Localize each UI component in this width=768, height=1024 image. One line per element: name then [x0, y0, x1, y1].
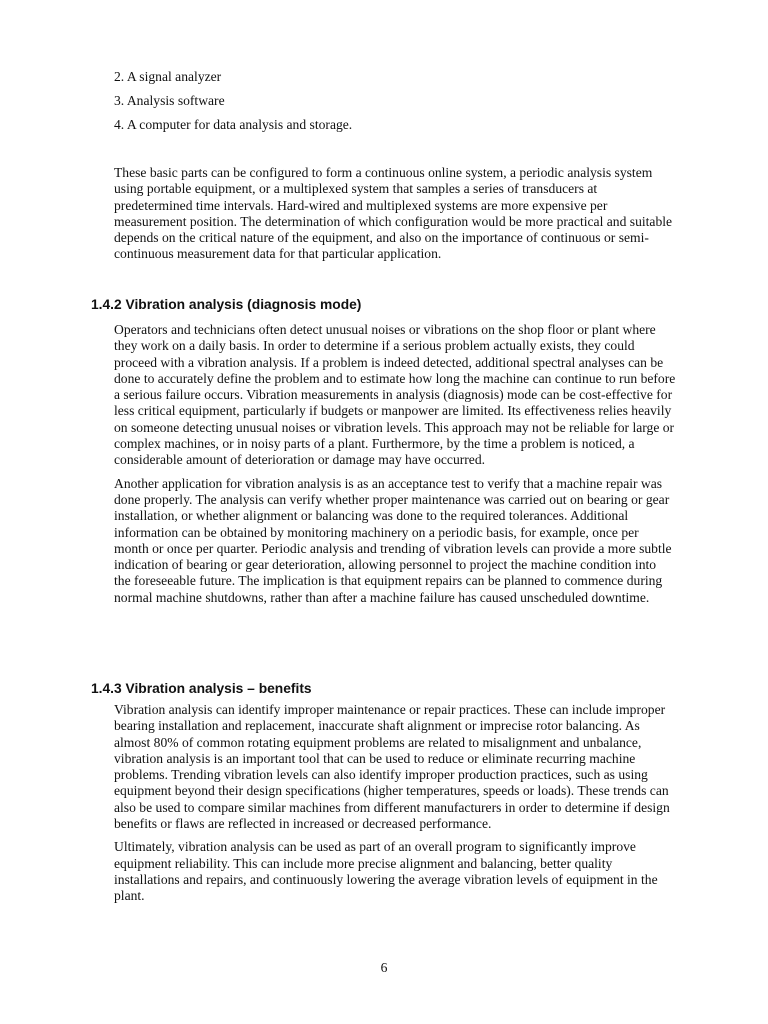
paragraph: Operators and technicians often detect unusual noises or vibrations on the shop floor or plant where they work on a daily basis. In order to determine if a serious problem actually exists, they could proceed with a vibration analysis. If a problem is indeed detected, additional spectral analyses can be done to accurately define the problem and to estimate how long the machine can continue to run before a serious failure occurs. Vibration measurements in analysis (diagnosis) mode can be cost-effective for less critical equipment, particularly if budgets or manpower are limited. Its effectiveness relies heavily on someone detecting unusual noises or vibration levels. This approach may not be reliable for large or complex machines, or in noisy parts of a plant. Furthermore, by the time a problem is noticed, a considerable amount of deterioration or damage may have occurred.	[114, 322, 676, 468]
intro-block	[114, 165, 678, 263]
list-item: 4. A computer for data analysis and storage.	[114, 117, 353, 132]
paragraph: Ultimately, vibration analysis can be used as part of an overall program to significantly improve equipment reliability. This can include more precise alignment and balancing, better quality installations and repairs, and continuously lowering the average vibration levels of equipment in the plant.	[114, 839, 658, 904]
intro-paragraph: These basic parts can be configured to form a continuous online system, a periodic analysis system using portable equipment, or a multiplexed system that samples a series of transducers at predetermined time intervals. Hard-wired and multiplexed systems are more expensive per measurement position. The determination of which configuration would be more practical and suitable depends on the critical nature of the equipment, and also on the importance of continuous or semi-continuous measurement data for that particular application.	[114, 165, 673, 262]
components-list	[114, 69, 674, 141]
list-item: 3. Analysis software	[114, 93, 225, 108]
section-1-4-2-body	[114, 322, 678, 606]
section-1-4-3-body	[114, 702, 678, 905]
paragraph: Another application for vibration analysis is as an acceptance test to verify that a machine repair was done properly. The analysis can verify whether proper maintenance was carried out on bearing or gear installation, or whether alignment or balancing was done to the required tolerances. Additional information can be obtained by monitoring machinery on a periodic basis, for example, once per month or once per quarter. Periodic analysis and trending of vibration levels can provide a more subtle indication of bearing or gear deterioration, allowing personnel to project the machine condition into the foreseeable future. The implication is that equipment repairs can be planned to commence during normal machine shutdowns, rather than after a machine failure has caused unscheduled downtime.	[114, 475, 672, 605]
list-item: 2. A signal analyzer	[114, 69, 222, 84]
paragraph: Vibration analysis can identify improper maintenance or repair practices. These can include improper bearing installation and replacement, inaccurate shaft alignment or imprecise rotor balancing. As almost 80% of common rotating equipment problems are related to misalignment and unbalance, vibration analysis is an important tool that can be used to reduce or eliminate recurring machine problems. Trending vibration levels can also identify improper production practices, such as using equipment beyond their design specifications (higher temperatures, speeds or loads). These trends can also be used to compare similar machines from different manufacturers in order to determine if design benefits or flaws are reflected in increased or decreased performance.	[114, 702, 670, 832]
section-heading-1-4-3: 1.4.3 Vibration analysis – benefits	[91, 681, 312, 696]
section-heading-1-4-2: 1.4.2 Vibration analysis (diagnosis mode)	[91, 297, 362, 312]
page-number: 6	[380, 960, 388, 975]
